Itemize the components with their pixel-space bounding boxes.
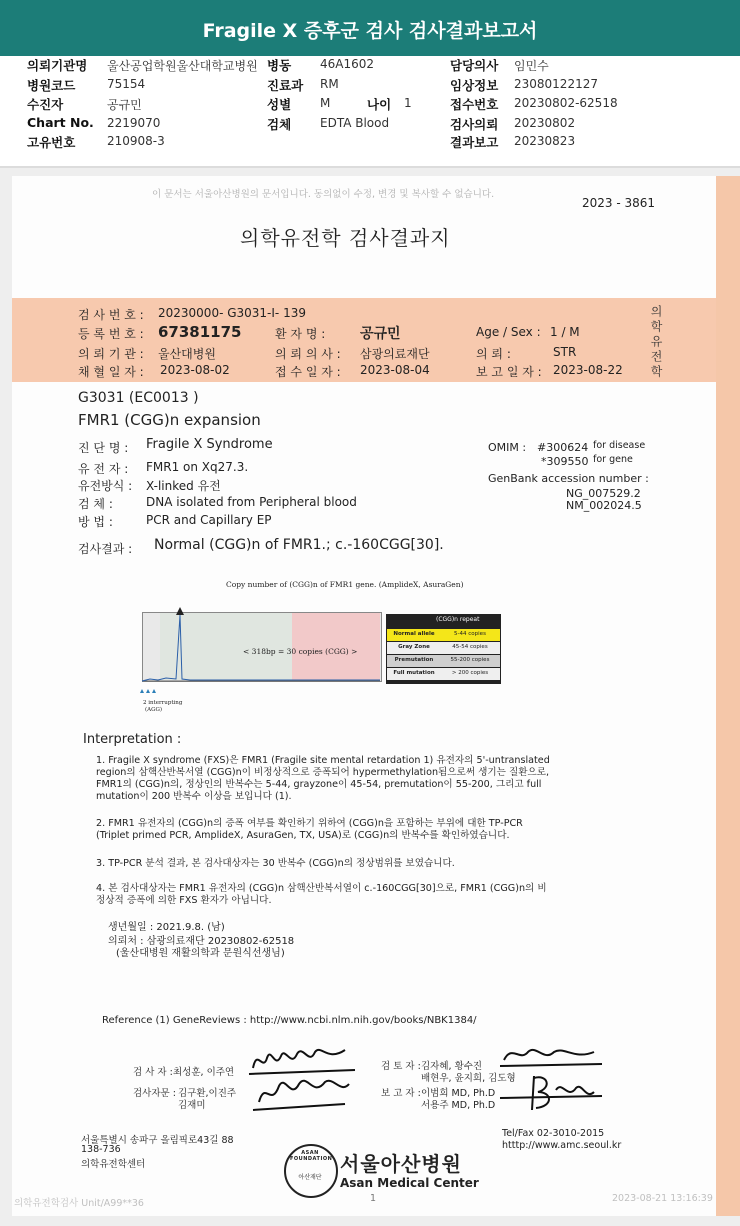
dept-label: 의 뢰 : xyxy=(476,347,511,361)
header-value: 20230802 xyxy=(514,116,576,130)
inst: 울산대병원 xyxy=(158,347,216,361)
header-label: 검사의뢰 xyxy=(450,117,499,132)
reference-table-row xyxy=(387,629,500,641)
header-value: M xyxy=(320,96,331,110)
collect-date: 2023-08-02 xyxy=(160,363,230,377)
specimen-label: 검 체 : xyxy=(78,497,113,511)
watermark-notice: 이 문서는 서울아산병원의 문서입니다. 동의없이 수정, 변경 및 복사할 수 없습니다. xyxy=(152,189,495,200)
header-label: 의뢰기관명 xyxy=(27,58,88,73)
reviewer-names: 배현우, 윤지희, 김도형 xyxy=(421,1073,516,1084)
interrupt-label: 2 interrupting xyxy=(143,700,183,706)
reporter-label: 보 고 자 : xyxy=(381,1088,421,1099)
header-label: 성별 xyxy=(267,97,292,112)
receive-date: 2023-08-04 xyxy=(360,363,430,377)
patient-name: 공규민 xyxy=(360,326,401,342)
header-value: 울산공업학원울산대학교병원 xyxy=(107,59,258,73)
advisor-names: 김구환,이진주 xyxy=(178,1088,237,1099)
patient-name-label: 환 자 명 : xyxy=(275,327,326,341)
footer-page: 1 xyxy=(370,1193,377,1204)
row-category: Premutation xyxy=(394,657,434,663)
row-range: 5-44 copies xyxy=(454,631,486,637)
tester-names: 최성훈, 이주연 xyxy=(173,1067,235,1078)
header-label: 접수번호 xyxy=(450,97,499,112)
diagnosis: Fragile X Syndrome xyxy=(146,437,273,452)
reviewer-label: 검 토 자 : xyxy=(381,1061,421,1072)
row-category: Full mutation xyxy=(393,670,435,676)
header-label: 병원코드 xyxy=(27,78,76,93)
row-category: Gray Zone xyxy=(398,644,430,650)
figure-caption: Copy number of (CGG)n of FMR1 gene. (AmplideX, AsuraGen) xyxy=(226,580,464,589)
referral-line: 의뢰처 : 삼광의료재단 20230802-62518 xyxy=(108,936,295,947)
header-value: 20230823 xyxy=(514,134,576,148)
document-number: 2023 - 3861 xyxy=(582,196,656,210)
tester-label: 검 사 자 : xyxy=(133,1067,173,1078)
omim-gene: *309550 xyxy=(541,455,589,468)
row-range: 55-200 copies xyxy=(450,657,490,663)
test-no-label: 검 사 번 호 : xyxy=(78,308,144,322)
interpretation-line: 3. TP-PCR 분석 결과, 본 검사대상자는 30 반복수 (CGG)n의 정상범위를 보였습니다. xyxy=(96,858,455,869)
interpretation-title: Interpretation : xyxy=(83,732,182,747)
address: 서울특별시 송파구 올림픽로43길 88 xyxy=(81,1135,234,1146)
report-date: 2023-08-22 xyxy=(553,363,623,377)
doctor-label: 의 뢰 의 사 : xyxy=(275,347,341,361)
specimen: DNA isolated from Peripheral blood xyxy=(146,495,357,509)
omim-disease-note: for disease xyxy=(593,440,646,451)
reg-no: 67381175 xyxy=(158,323,242,341)
method-label: 방 법 : xyxy=(78,515,113,529)
interpretation-line: FMR1의 (CGG)n의, 정상인의 반복수는 5-44, grayzone이 45-54, premutation이 55-200, 그리고 full xyxy=(96,779,542,790)
reporter-names: 이범희 MD, Ph.D xyxy=(421,1088,496,1099)
header-label: 수진자 xyxy=(27,97,64,112)
report-label: 보 고 일 자 : xyxy=(476,365,542,379)
omim-gene-note: for gene xyxy=(593,454,633,465)
logo-inner-text: 아산재단 xyxy=(298,1174,322,1181)
reference-citation: Reference (1) GeneReviews : http://www.ncbi.nlm.nih.gov/books/NBK1384/ xyxy=(102,1015,477,1026)
footer-unit: 의학유전학검사 Unit/A99**36 xyxy=(14,1198,144,1209)
interpretation-line: 2. FMR1 유전자의 (CGG)n의 증폭 여부를 확인하기 위하여 (CGG)n을 포함하는 부위에 대한 TP-PCR xyxy=(96,818,523,829)
interpretation-line: mutation이 200 반복수 이상을 보입니다 (1). xyxy=(96,791,292,802)
document-heading: 의학유전학 검사결과지 xyxy=(240,226,451,250)
header-value: 공규민 xyxy=(107,98,142,112)
page-edge-strip xyxy=(716,176,740,1216)
header-label: 임상정보 xyxy=(450,78,499,93)
method: PCR and Capillary EP xyxy=(146,513,272,527)
header-value: 75154 xyxy=(107,77,146,91)
age-sex: 1 / M xyxy=(550,325,580,339)
result-label: 검사결과 : xyxy=(78,542,133,556)
row-category: Normal allele xyxy=(393,631,435,637)
interpretation-line: 4. 본 검사대상자는 FMR1 유전자의 (CGG)n 삼핵산반복서열이 c.-160CGG[30]으로, FMR1 (CGG)n의 비 xyxy=(96,883,547,894)
side-label: 의학유전학 xyxy=(649,305,663,380)
header-label: 검체 xyxy=(267,117,292,132)
footer-timestamp: 2023-08-21 13:16:39 xyxy=(612,1193,713,1204)
genbank-label: GenBank accession number : xyxy=(488,472,649,485)
interpretation-line: region의 삼핵산반복서열 (CGG)n이 비정상적으로 증폭되어 hypermethylation됨으로써 생기는 질환으로, xyxy=(96,767,550,778)
inst-label: 의 뢰 기 관 : xyxy=(78,347,144,361)
test-name: FMR1 (CGG)n expansion xyxy=(78,411,261,429)
interpretation-line: 정상적 증폭에 의한 FXS 환자가 아닙니다. xyxy=(96,895,272,906)
header-value: 210908-3 xyxy=(107,134,165,148)
logo-ring-text: ASAN FOUNDATION xyxy=(290,1150,333,1162)
header-value: 20230802-62518 xyxy=(514,96,618,110)
hospital-name-english: Asan Medical Center xyxy=(340,1176,479,1190)
reporter-names: 서용주 MD, Ph.D xyxy=(421,1100,496,1111)
reference-table-row xyxy=(387,642,500,654)
header-value: RM xyxy=(320,77,339,91)
tel-fax: Tel/Fax 02-3010-2015 xyxy=(502,1128,605,1139)
age-sex-label: Age / Sex : xyxy=(476,325,541,339)
inheritance-label: 유전방식 : xyxy=(78,479,133,493)
reg-no-label: 등 록 번 호 : xyxy=(78,327,144,341)
reference-table-row xyxy=(387,655,500,667)
signature-image xyxy=(498,1040,608,1120)
website: htttp://www.amc.seoul.kr xyxy=(502,1140,622,1151)
omim-label: OMIM : xyxy=(488,441,527,454)
header-label: 담당의사 xyxy=(450,58,499,73)
header-value: 46A1602 xyxy=(320,57,375,71)
genbank-accession: NM_002024.5 xyxy=(566,499,642,512)
report-title: Fragile X 증후군 검사 검사결과보고서 xyxy=(202,20,538,42)
interpretation-line: (Triplet primed PCR, AmplideX, AsuraGen, TX, USA)로 (CGG)n의 반복수를 확인하였습니다. xyxy=(96,830,510,841)
header-value: 임민수 xyxy=(514,59,549,73)
header-value: 23080122127 xyxy=(514,77,598,91)
advisor-label: 검사자문 : xyxy=(133,1088,176,1099)
test-code: G3031 (EC0013 ) xyxy=(78,390,199,406)
reviewer-names: 김자혜, 황수진 xyxy=(421,1061,483,1072)
header-label: 진료과 xyxy=(267,78,304,93)
test-no: 20230000- G3031-I- 139 xyxy=(158,306,306,320)
inheritance: X-linked 유전 xyxy=(146,479,221,493)
hospital-name-korean: 서울아산병원 xyxy=(340,1152,462,1176)
peak-label: < 318bp = 30 copies (CGG) > xyxy=(243,647,358,656)
genbank-accession: NG_007529.2 xyxy=(566,487,641,500)
reference-table-row xyxy=(387,668,500,680)
header-label: 고유번호 xyxy=(27,135,76,150)
collect-label: 채 혈 일 자 : xyxy=(78,365,144,379)
result-value: Normal (CGG)n of FMR1.; c.-160CGG[30]. xyxy=(154,537,444,553)
header-label: 나이 xyxy=(367,97,392,112)
header-value: EDTA Blood xyxy=(320,116,390,130)
header-label: 병동 xyxy=(267,58,292,73)
row-range: 45-54 copies xyxy=(452,644,488,650)
interpretation-line: 1. Fragile X syndrome (FXS)은 FMR1 (Fragile site mental retardation 1) 유전자의 5'-untranslated xyxy=(96,755,550,766)
address: 138-736 xyxy=(81,1144,121,1155)
doctor: 삼광의료재단 xyxy=(360,347,430,361)
signature-image xyxy=(245,1038,365,1118)
header-label: Chart No. xyxy=(27,115,94,130)
advisor-names: 김재미 xyxy=(178,1100,206,1111)
address: 의학유전학센터 xyxy=(81,1159,146,1170)
row-range: > 200 copies xyxy=(451,670,489,676)
header-label: 결과보고 xyxy=(450,135,499,150)
header-value: 2219070 xyxy=(107,116,161,130)
gene-label: 유 전 자 : xyxy=(78,462,129,476)
interrupt-label: (AGG) xyxy=(145,707,163,713)
reference-table-header: (CGG)n repeat xyxy=(436,616,480,623)
diagnosis-label: 진 단 명 : xyxy=(78,441,129,455)
dept: STR xyxy=(553,345,577,359)
omim-disease: #300624 xyxy=(537,441,589,454)
birth-line: 생년월일 : 2021.9.8. (남) xyxy=(108,922,225,933)
gene: FMR1 on Xq27.3. xyxy=(146,460,249,474)
receive-label: 접 수 일 자 : xyxy=(275,365,341,379)
header-value: 1 xyxy=(404,96,412,110)
referral-sub: (울산대병원 재활의학과 문원식선생님) xyxy=(116,948,285,959)
